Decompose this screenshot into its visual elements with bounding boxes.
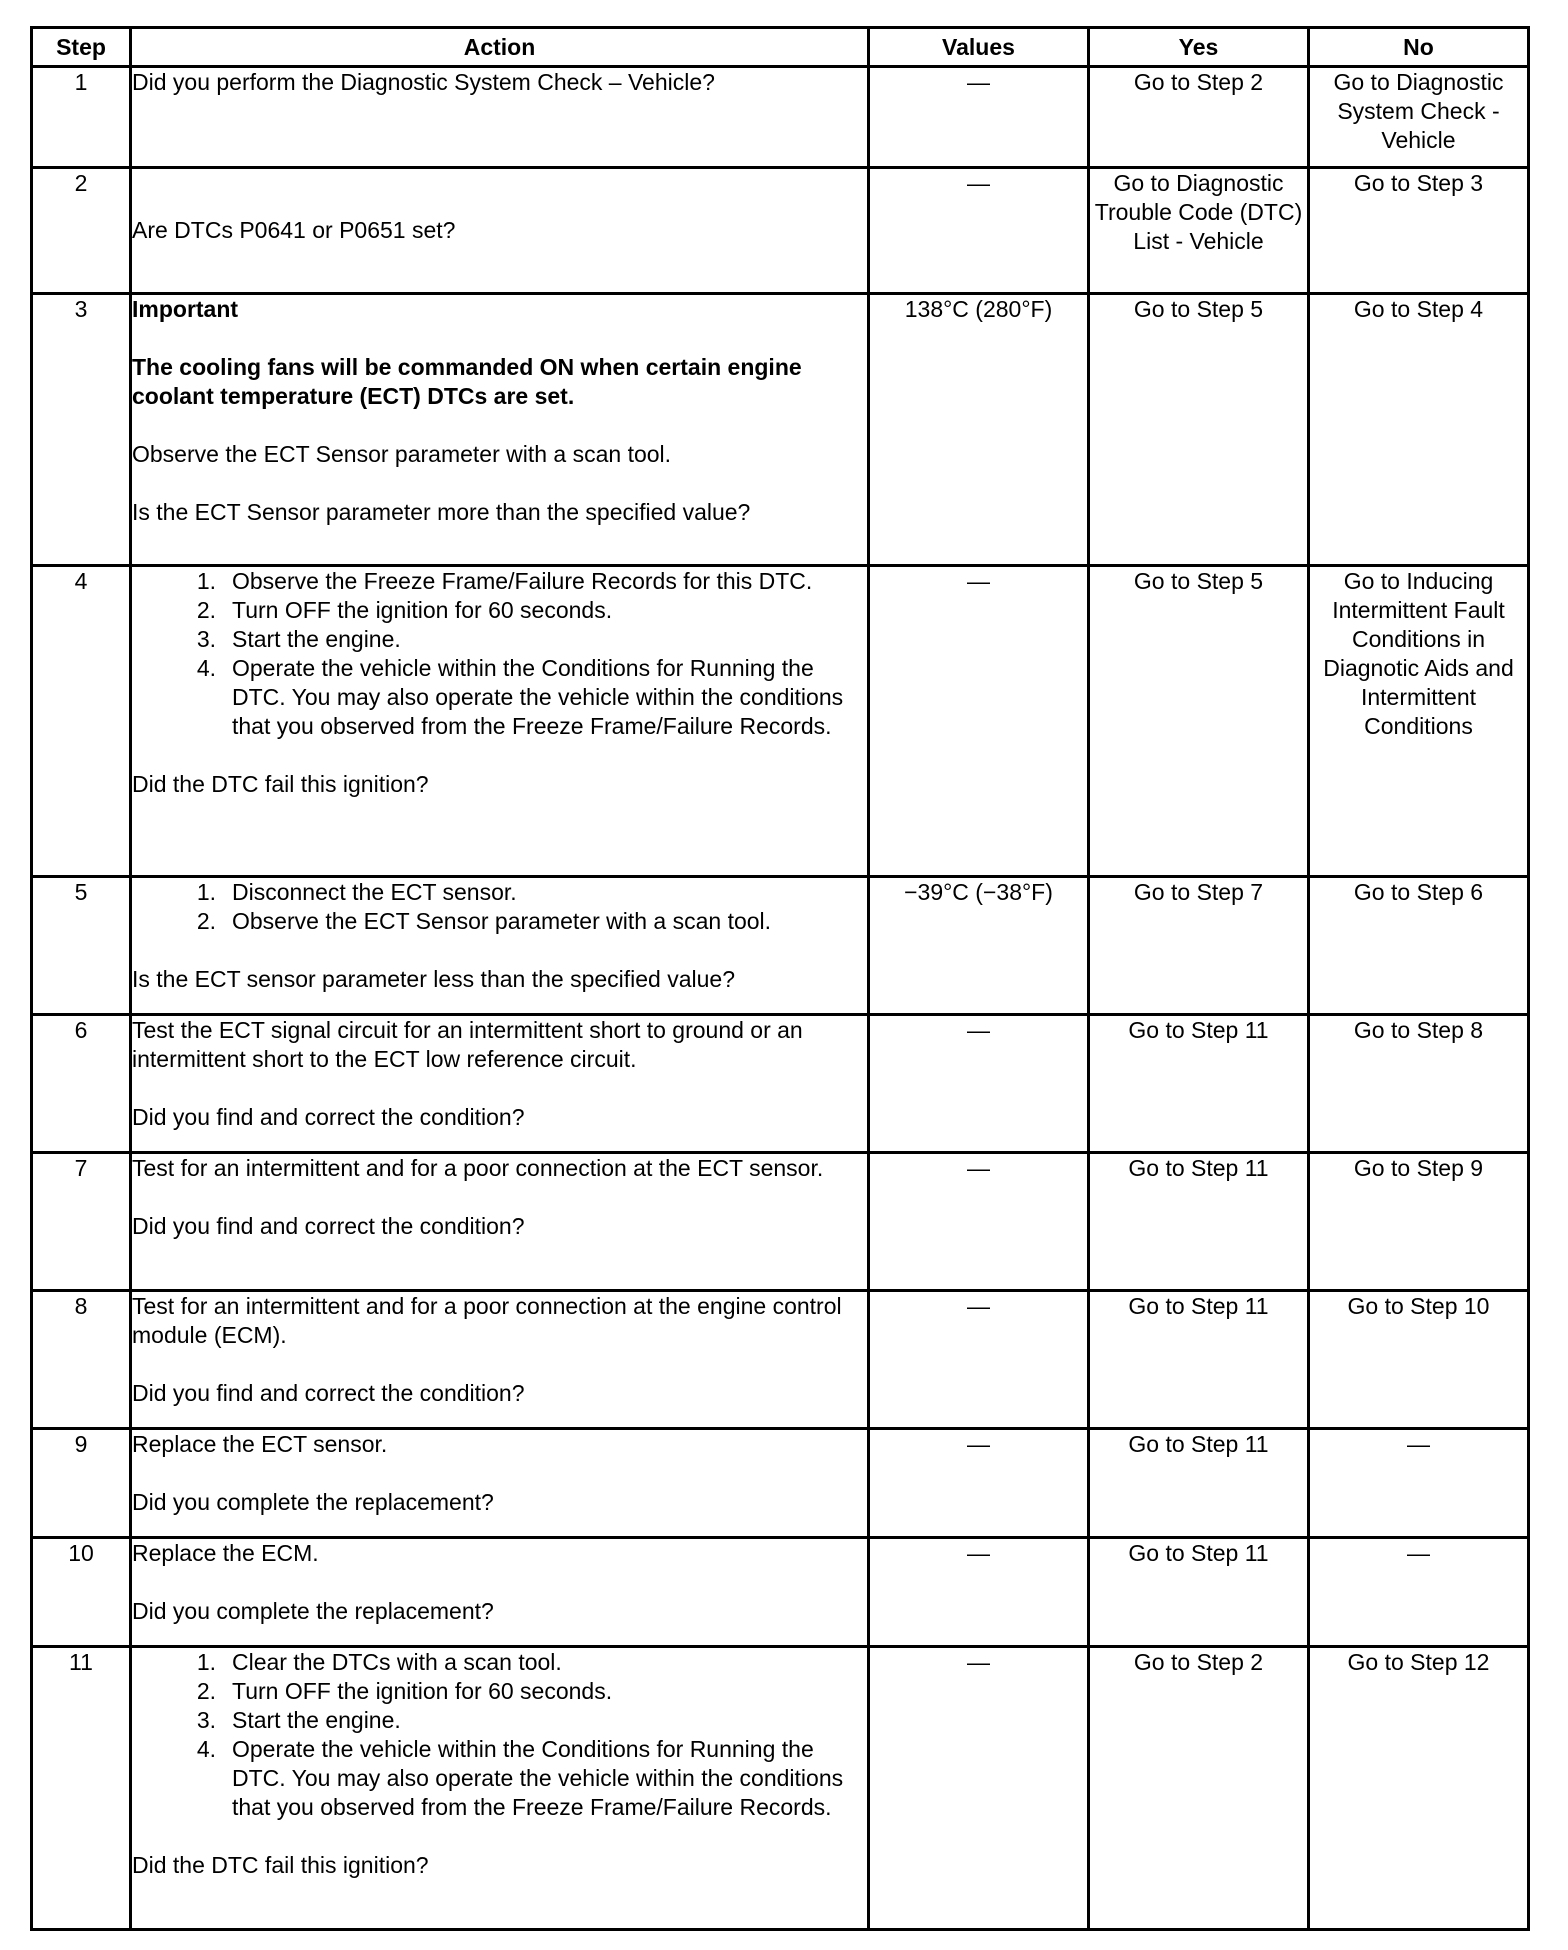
action-cell bbox=[131, 1015, 869, 1153]
header-action: Action bbox=[131, 28, 869, 67]
action-cell bbox=[131, 1429, 869, 1538]
table-row bbox=[32, 1015, 1529, 1153]
yes-cell: Go to Step 2 bbox=[1089, 67, 1309, 168]
action-step: 2. Turn OFF the ignition for 60 seconds. bbox=[196, 1678, 613, 1704]
diagnostic-table bbox=[30, 26, 1530, 1931]
step-number: 10 bbox=[32, 1538, 131, 1647]
action-cell bbox=[131, 168, 869, 294]
no-cell: Go to Diagnostic System Check - Vehicle bbox=[1309, 67, 1529, 168]
header-values: Values bbox=[869, 28, 1089, 67]
action-question: Did you perform the Diagnostic System Check – Vehicle? bbox=[132, 69, 715, 95]
step-number: 7 bbox=[32, 1153, 131, 1291]
action-question: Did you complete the replacement? bbox=[132, 1489, 494, 1515]
no-cell: Go to Step 3 bbox=[1309, 168, 1529, 294]
table-row bbox=[32, 294, 1529, 566]
action-steps bbox=[132, 1648, 867, 1822]
action-step: 1. Clear the DTCs with a scan tool. bbox=[196, 1649, 562, 1675]
value-cell: — bbox=[869, 566, 1089, 877]
value-cell: — bbox=[869, 168, 1089, 294]
action-question: Are DTCs P0641 or P0651 set? bbox=[132, 217, 456, 243]
action-text: Test for an intermittent and for a poor connection at the engine control module (ECM). bbox=[132, 1293, 842, 1348]
action-question: Is the ECT Sensor parameter more than the specified value? bbox=[132, 499, 751, 525]
action-question: Did you find and correct the condition? bbox=[132, 1213, 525, 1239]
action-step: 3. Start the engine. bbox=[196, 1707, 401, 1733]
table-row bbox=[32, 566, 1529, 877]
yes-cell: Go to Step 11 bbox=[1089, 1153, 1309, 1291]
no-cell: — bbox=[1309, 1429, 1529, 1538]
header-row bbox=[32, 28, 1529, 67]
action-steps bbox=[132, 878, 867, 936]
action-text: Replace the ECT sensor. bbox=[132, 1431, 388, 1457]
action-text: Replace the ECM. bbox=[132, 1540, 319, 1566]
action-text: Test the ECT signal circuit for an intermittent short to ground or an intermittent short to the ECT low reference circuit. bbox=[132, 1017, 803, 1072]
value-cell: — bbox=[869, 1153, 1089, 1291]
step-number: 2 bbox=[32, 168, 131, 294]
step-number: 1 bbox=[32, 67, 131, 168]
step-number: 9 bbox=[32, 1429, 131, 1538]
step-number: 11 bbox=[32, 1647, 131, 1930]
no-cell: Go to Step 12 bbox=[1309, 1647, 1529, 1930]
no-cell: Go to Step 6 bbox=[1309, 877, 1529, 1015]
value-cell: −39°C (−38°F) bbox=[869, 877, 1089, 1015]
action-cell bbox=[131, 877, 869, 1015]
yes-cell: Go to Step 11 bbox=[1089, 1429, 1309, 1538]
diagnostic-table-frame bbox=[30, 26, 1530, 1931]
action-text: Observe the ECT Sensor parameter with a scan tool. bbox=[132, 441, 672, 467]
action-step: 1. Observe the Freeze Frame/Failure Records for this DTC. bbox=[196, 568, 813, 594]
action-cell bbox=[131, 1153, 869, 1291]
no-cell: — bbox=[1309, 1538, 1529, 1647]
yes-cell: Go to Step 11 bbox=[1089, 1015, 1309, 1153]
header-no: No bbox=[1309, 28, 1529, 67]
yes-cell: Go to Step 5 bbox=[1089, 566, 1309, 877]
value-cell: — bbox=[869, 1647, 1089, 1930]
action-question: Is the ECT sensor parameter less than the specified value? bbox=[132, 966, 736, 992]
header-step: Step bbox=[32, 28, 131, 67]
table-row bbox=[32, 67, 1529, 168]
yes-cell: Go to Step 11 bbox=[1089, 1538, 1309, 1647]
yes-cell: Go to Step 11 bbox=[1089, 1291, 1309, 1429]
no-cell: Go to Step 9 bbox=[1309, 1153, 1529, 1291]
table-row bbox=[32, 1647, 1529, 1930]
value-cell: — bbox=[869, 1429, 1089, 1538]
action-question: Did the DTC fail this ignition? bbox=[132, 771, 429, 797]
no-cell: Go to Step 4 bbox=[1309, 294, 1529, 566]
action-step: 2. Observe the ECT Sensor parameter with a scan tool. bbox=[196, 908, 772, 934]
step-number: 5 bbox=[32, 877, 131, 1015]
no-cell: Go to Step 8 bbox=[1309, 1015, 1529, 1153]
important-label: Important bbox=[132, 296, 239, 322]
step-number: 6 bbox=[32, 1015, 131, 1153]
action-question: Did the DTC fail this ignition? bbox=[132, 1852, 429, 1878]
action-cell bbox=[131, 294, 869, 566]
table-row bbox=[32, 1291, 1529, 1429]
table-row bbox=[32, 1429, 1529, 1538]
yes-cell: Go to Step 7 bbox=[1089, 877, 1309, 1015]
action-steps bbox=[132, 567, 867, 741]
action-step: 3. Start the engine. bbox=[196, 626, 401, 652]
action-step: 1. Disconnect the ECT sensor. bbox=[196, 879, 517, 905]
important-text: The cooling fans will be commanded ON when certain engine coolant temperature (ECT) DTCs are set. bbox=[132, 354, 802, 409]
action-cell bbox=[131, 67, 869, 168]
yes-cell: Go to Step 2 bbox=[1089, 1647, 1309, 1930]
value-cell: — bbox=[869, 1291, 1089, 1429]
step-number: 3 bbox=[32, 294, 131, 566]
value-cell: — bbox=[869, 1538, 1089, 1647]
table-row bbox=[32, 1538, 1529, 1647]
step-number: 8 bbox=[32, 1291, 131, 1429]
action-question: Did you find and correct the condition? bbox=[132, 1104, 525, 1130]
table-row bbox=[32, 877, 1529, 1015]
value-cell: 138°C (280°F) bbox=[869, 294, 1089, 566]
action-cell bbox=[131, 1647, 869, 1930]
action-text: Test for an intermittent and for a poor connection at the ECT sensor. bbox=[132, 1155, 824, 1181]
value-cell: — bbox=[869, 67, 1089, 168]
value-cell: — bbox=[869, 1015, 1089, 1153]
table-row bbox=[32, 1153, 1529, 1291]
no-cell: Go to Inducing Intermittent Fault Conditions in Diagnotic Aids and Intermittent Conditions bbox=[1309, 566, 1529, 877]
action-step: 4. Operate the vehicle within the Conditions for Running the DTC. You may also operate the vehicle within the conditions that you observed from the Freeze Frame/Failure Records. bbox=[196, 1736, 844, 1820]
yes-cell: Go to Step 5 bbox=[1089, 294, 1309, 566]
yes-cell: Go to Diagnostic Trouble Code (DTC) List - Vehicle bbox=[1089, 168, 1309, 294]
action-step: 4. Operate the vehicle within the Conditions for Running the DTC. You may also operate the vehicle within the conditions that you observed from the Freeze Frame/Failure Records. bbox=[196, 655, 844, 739]
step-number: 4 bbox=[32, 566, 131, 877]
action-step: 2. Turn OFF the ignition for 60 seconds. bbox=[196, 597, 613, 623]
action-cell bbox=[131, 566, 869, 877]
table-row bbox=[32, 168, 1529, 294]
header-yes: Yes bbox=[1089, 28, 1309, 67]
no-cell: Go to Step 10 bbox=[1309, 1291, 1529, 1429]
action-question: Did you complete the replacement? bbox=[132, 1598, 494, 1624]
action-cell bbox=[131, 1291, 869, 1429]
action-cell bbox=[131, 1538, 869, 1647]
action-question: Did you find and correct the condition? bbox=[132, 1380, 525, 1406]
